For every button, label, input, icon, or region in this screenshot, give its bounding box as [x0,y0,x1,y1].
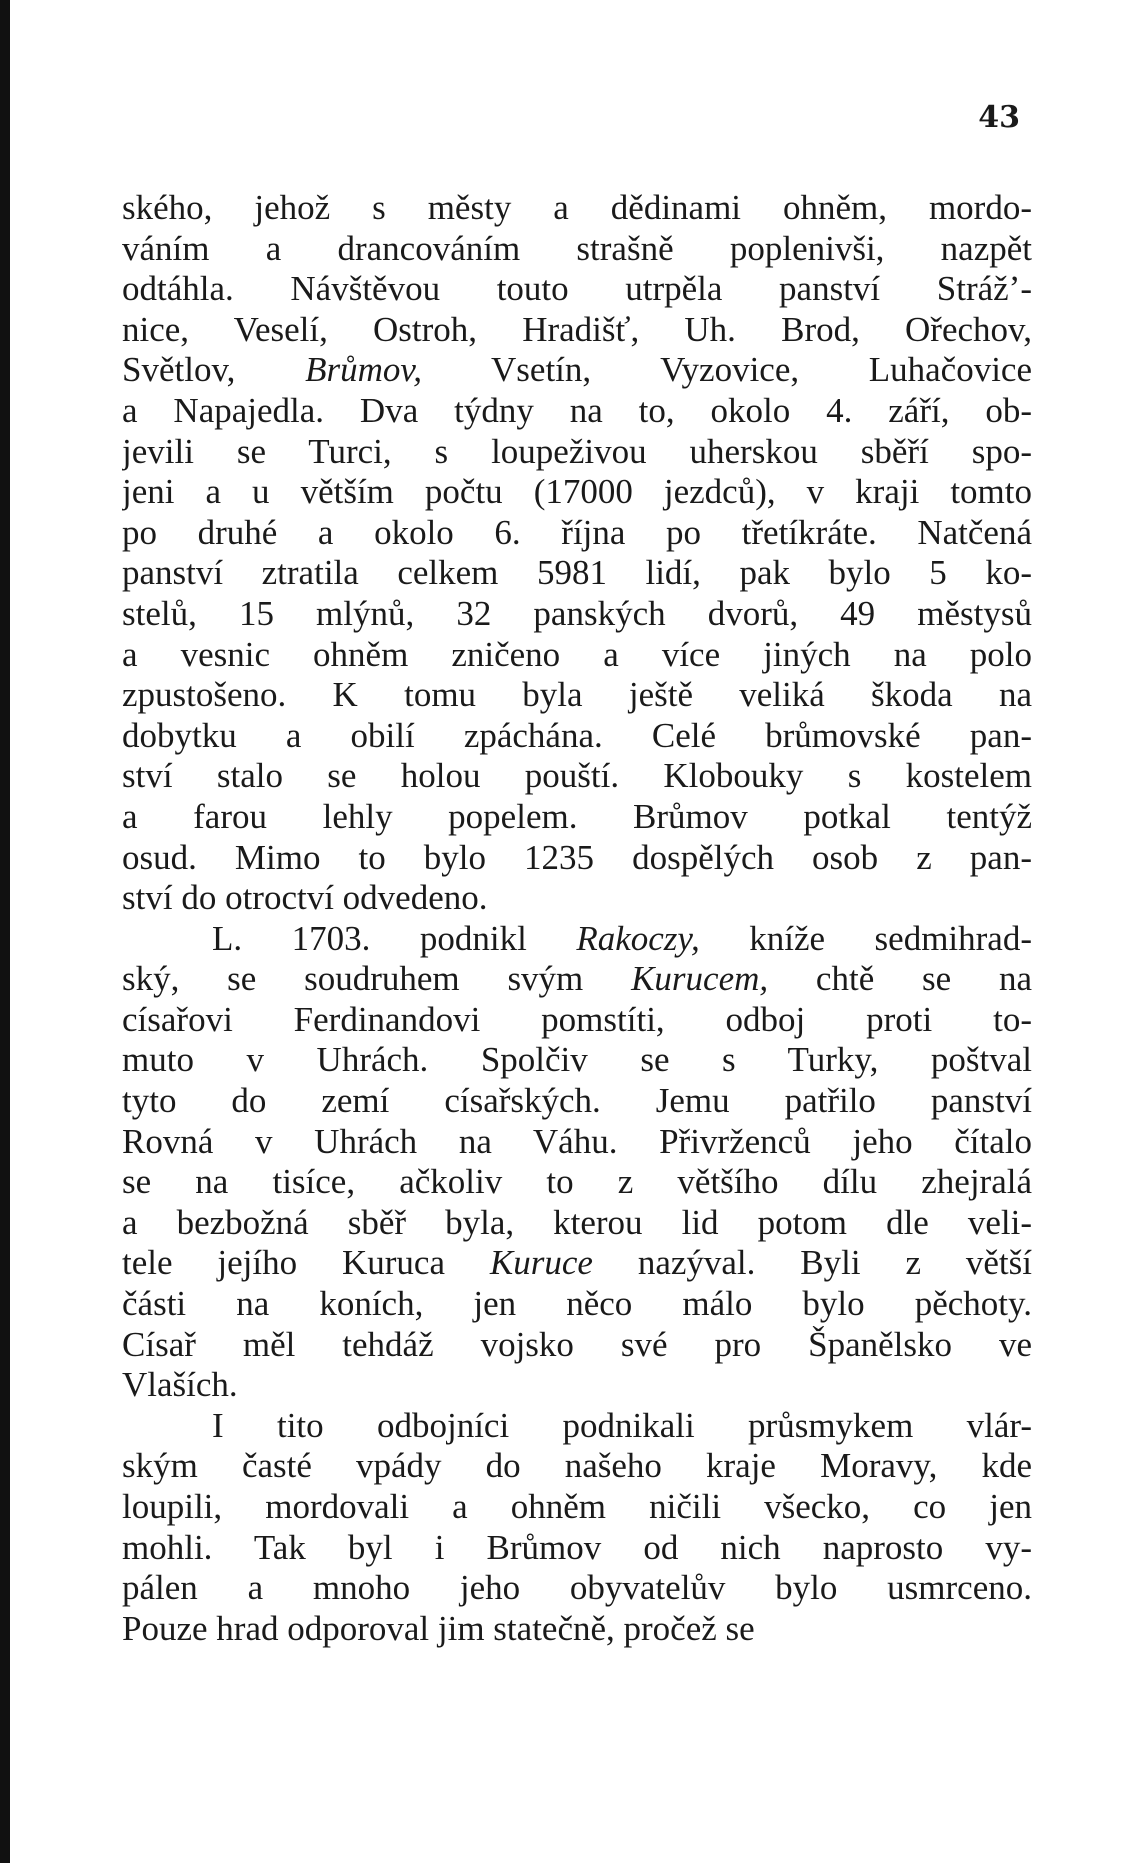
text-segment: odtáhla. Návštěvou touto utrpěla panství Strážʼ- [122,269,1032,309]
text-segment: ství do otroctví odvedeno. [122,878,488,918]
text-segment: a farou lehly popelem. Brůmov potkal tentýž [122,796,1032,836]
text-line [122,513,1032,554]
text-segment: mohli. Tak byl i Brůmov od nich naprosto vy- [122,1527,1032,1567]
text-line [122,1528,1032,1569]
text-segment: ským časté vpády do našeho kraje Moravy, kde [122,1446,1032,1486]
text-line [122,959,1032,1000]
book-page [10,0,1148,1863]
body-text [122,188,1032,1649]
text-segment: Císař měl tehdáž vojsko své pro Španělsko ve [122,1324,1032,1364]
text-line [122,1568,1032,1609]
text-line [122,756,1032,797]
text-line [122,1284,1032,1325]
text-line [122,391,1032,432]
text-segment: panství ztratila celkem 5981 lidí, pak bylo 5 ko- [122,553,1032,593]
text-segment: Rovná v Uhrách na Váhu. Přivrženců jeho čítalo [122,1121,1032,1161]
italic-segment: Rakoczy, [576,918,700,958]
text-segment: nazýval. Byli z větší [592,1243,1032,1283]
text-line [122,594,1032,635]
text-segment: nice, Veselí, Ostroh, Hradišť, Uh. Brod, Ořechov, [122,309,1032,349]
text-segment: muto v Uhrách. Spolčiv se s Turky, poštval [122,1040,1032,1080]
text-line [122,269,1032,310]
text-segment: I tito odbojníci podnikali průsmykem vlár- [212,1405,1032,1445]
text-line [122,1203,1032,1244]
page-number: 43 [978,100,1020,135]
text-segment: pálen a mnoho jeho obyvatelův bylo usmrceno. [122,1568,1032,1608]
text-segment: dobytku a obilí zpáchána. Celé brůmovské pan- [122,715,1032,755]
text-line [122,1609,1032,1650]
text-segment: Světlov, [122,350,306,390]
text-segment: Vsetín, Vyzovice, Luhačovice [422,350,1032,390]
text-line [122,1487,1032,1528]
text-line [122,229,1032,270]
text-segment: a bezbožná sběř byla, kterou lid potom dle veli- [122,1202,1032,1242]
text-line [122,188,1032,229]
text-segment: tele jejího Kuruca [122,1243,490,1283]
text-line [122,1162,1032,1203]
text-line [122,635,1032,676]
text-line [122,350,1032,391]
text-line [122,797,1032,838]
text-segment: tyto do zemí císařských. Jemu patřilo panství [122,1081,1032,1121]
text-segment: po druhé a okolo 6. října po třetíkráte. Natčená [122,512,1032,552]
italic-segment: Brůmov, [305,350,423,390]
text-segment: L. 1703. podnikl [212,918,577,958]
text-segment: váním a drancováním strašně poplenivši, nazpět [122,228,1032,268]
text-segment: loupili, mordovali a ohněm ničili všecko, co jen [122,1487,1032,1526]
text-segment: ského, jehož s městy a dědinami ohněm, mordo- [122,188,1032,227]
text-line [122,553,1032,594]
text-segment: zpustošeno. K tomu byla ještě veliká škoda na [122,675,1032,715]
text-line [122,838,1032,879]
text-line [122,1122,1032,1163]
text-line [122,1000,1032,1041]
text-line [122,1325,1032,1366]
text-line [122,675,1032,716]
italic-segment: Kurucem, [631,959,769,999]
text-segment: císařovi Ferdinandovi pomstíti, odboj proti to- [122,999,1032,1039]
text-line [122,432,1032,473]
text-segment: a vesnic ohněm zničeno a více jiných na polo [122,634,1032,674]
text-segment: části na koních, jen něco málo bylo pěchoty. [122,1284,1032,1324]
text-segment: Vlaších. [122,1365,238,1405]
text-segment: chtě se na [768,959,1032,999]
text-segment: ství stalo se holou pouští. Klobouky s kostelem [122,756,1032,796]
text-line [122,1081,1032,1122]
text-line [122,919,1032,960]
text-segment: jeni a u větším počtu (17000 jezdců), v kraji tomto [122,472,1032,512]
text-segment: a Napajedla. Dva týdny na to, okolo 4. září, ob- [122,390,1032,430]
text-segment: stelů, 15 mlýnů, 32 panských dvorů, 49 městysů [122,593,1032,633]
italic-segment: Kuruce [489,1243,593,1283]
page-edge [0,0,10,1863]
text-line [122,716,1032,757]
text-line [122,1243,1032,1284]
text-line [122,1365,1032,1406]
text-line [122,878,1032,919]
text-segment: jevili se Turci, s loupeživou uherskou sběří spo- [122,431,1032,471]
text-line [122,1040,1032,1081]
text-segment: ský, se soudruhem svým [122,959,632,999]
text-line [122,310,1032,351]
text-segment: osud. Mimo to bylo 1235 dospělých osob z pan- [122,837,1032,877]
text-segment: Pouze hrad odporoval jim statečně, pročež se [122,1608,755,1648]
text-segment: se na tisíce, ačkoliv to z většího dílu zhejralá [122,1162,1032,1202]
text-segment: kníže sedmihrad- [699,918,1032,958]
text-line [122,1446,1032,1487]
text-line [122,472,1032,513]
text-line [122,1406,1032,1447]
